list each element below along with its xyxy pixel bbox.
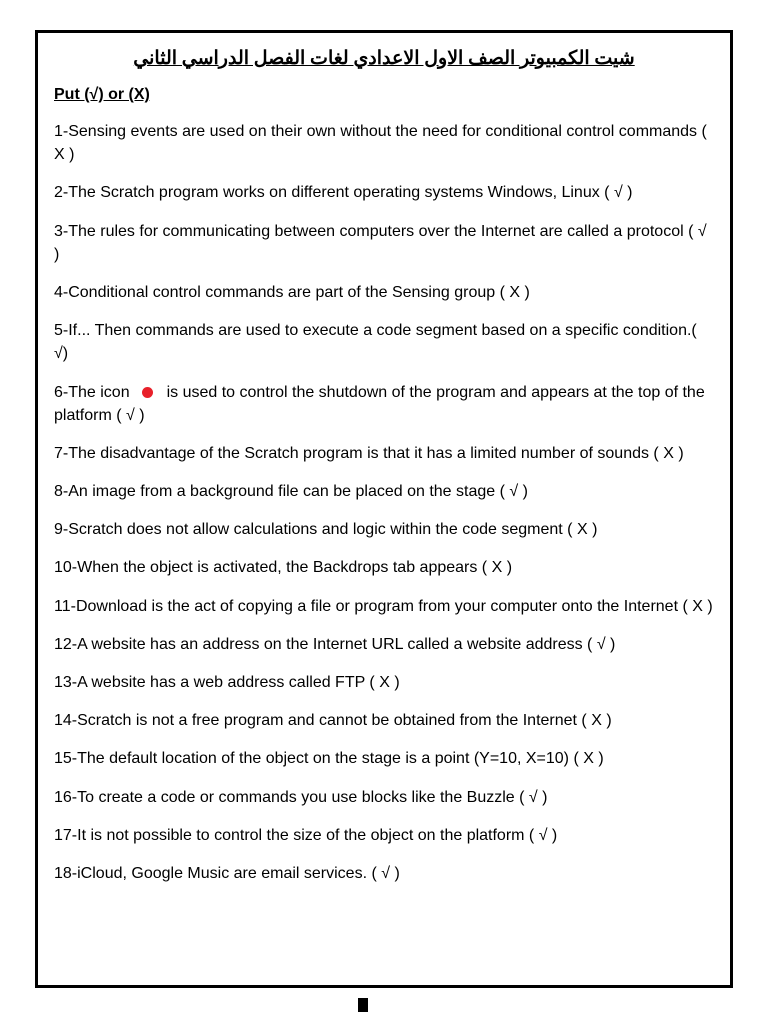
question-item: 5-If... Then commands are used to execute a code segment based on a specific condition.( √) <box>54 322 697 363</box>
questions-list <box>54 120 714 885</box>
question-item: 18-iCloud, Google Music are email services. ( √ ) <box>54 864 400 882</box>
question-item: 2-The Scratch program works on different operating systems Windows, Linux ( √ ) <box>54 184 633 202</box>
footer-mark <box>358 998 368 1012</box>
question-item: 10-When the object is activated, the Backdrops tab appears ( X ) <box>54 559 513 577</box>
question-item: 17-It is not possible to control the size of the object on the platform ( √ ) <box>54 826 558 844</box>
question-item: 13-A website has a web address called FTP ( X ) <box>54 674 400 691</box>
question-item: 8-An image from a background file can be placed on the stage ( √ ) <box>54 483 528 501</box>
question-item: 9-Scratch does not allow calculations and logic within the code segment ( X ) <box>54 521 598 539</box>
question-item: 16-To create a code or commands you use blocks like the Buzzle ( √ ) <box>54 788 548 806</box>
question-item: 6-The icon is used to control the shutdown of the program and appears at the top of the platform ( √ ) <box>54 383 705 424</box>
question-item: 7-The disadvantage of the Scratch program is that it has a limited number of sounds ( X ) <box>54 444 684 462</box>
question-item: 3-The rules for communicating between computers over the Internet are called a protocol ( √ ) <box>54 222 707 263</box>
question-item: 12-A website has an address on the Internet URL called a website address ( √ ) <box>54 635 616 653</box>
page-title: شيت الكمبيوتر الصف الاول الاعدادي لغات الفصل الدراسي الثاني <box>133 48 635 69</box>
question-item: 11-Download is the act of copying a file or program from your computer onto the Internet ( X ) <box>54 597 713 615</box>
question-item: 15-The default location of the object on the stage is a point (Y=10, X=10) ( X ) <box>54 750 604 768</box>
question-item: 1-Sensing events are used on their own without the need for conditional control commands ( X ) <box>54 123 707 164</box>
question-item: 4-Conditional control commands are part of the Sensing group ( X ) <box>54 283 530 301</box>
red-dot-icon <box>142 387 153 398</box>
worksheet-border-box <box>35 30 733 988</box>
question-item: 14-Scratch is not a free program and cannot be obtained from the Internet ( X ) <box>54 712 612 730</box>
instruction-heading: Put (√) or (X) <box>54 86 150 103</box>
